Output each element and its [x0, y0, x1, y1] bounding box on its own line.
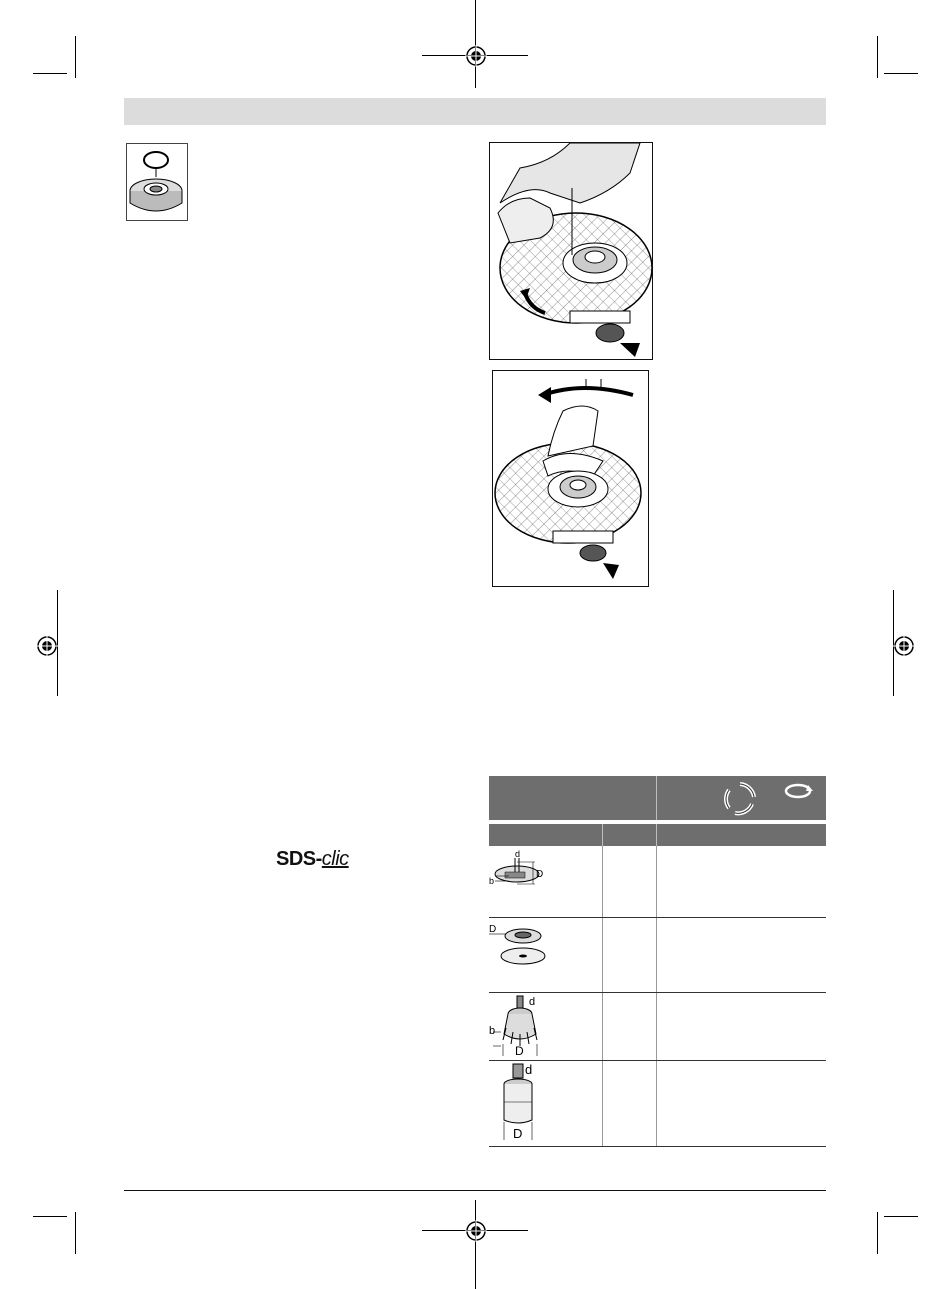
recycle-arrows-icon: [721, 780, 759, 818]
dimension-label-b: b: [489, 876, 495, 886]
table-row-divider: [489, 992, 826, 993]
table-column-divider: [602, 846, 603, 1146]
table-row-divider: [489, 1060, 826, 1061]
crop-mark-bl-v: [75, 1212, 76, 1254]
dimension-label-d: d: [525, 1062, 533, 1077]
page-footer-line: [124, 1190, 826, 1191]
crop-mark-bottom-v: [475, 1200, 476, 1289]
dimension-label-D: D: [536, 869, 544, 880]
registration-crosshair-icon: [36, 635, 58, 657]
logo-text-italic: clic: [321, 848, 349, 870]
registration-crosshair-icon: [465, 45, 487, 67]
crop-mark-top-v: [475, 0, 476, 88]
figure-spanner-disc: [492, 370, 649, 587]
crop-mark-br-v: [877, 1212, 878, 1254]
accessory-table-subheader: [489, 824, 826, 846]
dimension-label-D: D: [513, 1126, 523, 1141]
subheader-divider: [602, 824, 603, 846]
crop-mark-tl-v: [75, 36, 76, 78]
subheader-divider: [656, 824, 657, 846]
dimension-label-d: d: [529, 996, 536, 1008]
accessory-table-header: [489, 776, 826, 820]
sds-clic-logo: [276, 848, 349, 871]
crop-mark-bl-h: [33, 1216, 67, 1217]
logo-text-bold: SDS-: [276, 848, 322, 870]
dimension-label-D: D: [489, 924, 497, 935]
registration-crosshair-icon: [465, 1220, 487, 1242]
table-column-divider: [656, 846, 657, 1146]
core-bit-diagram-icon: [489, 1062, 549, 1142]
cutting-disc-diagram-icon: [489, 922, 549, 970]
table-row-divider: [489, 1146, 826, 1147]
table-row-divider: [489, 917, 826, 918]
dimension-label-b: b: [489, 1025, 496, 1037]
grinding-disc-diagram-icon: [489, 848, 549, 888]
crop-mark-tl-h: [33, 73, 67, 74]
cup-brush-diagram-icon: [489, 994, 549, 1056]
crop-mark-tr-v: [877, 36, 878, 78]
crop-mark-tr-h: [884, 73, 918, 74]
o-ring-flange-thumbnail: [126, 143, 188, 221]
dimension-label-D: D: [515, 1044, 524, 1056]
dimension-label-d: d: [515, 849, 521, 859]
header-divider: [656, 776, 657, 820]
page-header-bar: [124, 98, 826, 125]
figure-hand-disc: [489, 142, 653, 360]
rotation-direction-icon: [784, 782, 814, 800]
crop-mark-br-h: [884, 1216, 918, 1217]
registration-crosshair-icon: [893, 635, 915, 657]
